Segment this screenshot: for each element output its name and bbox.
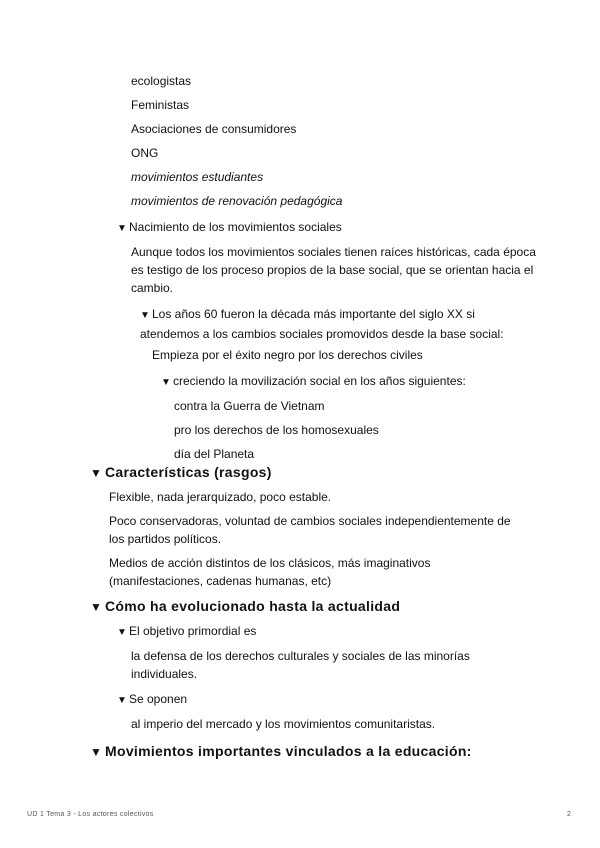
objetivo-text: la defensa de los derechos culturales y sociales de las minorías individuales. <box>131 649 470 681</box>
outline-creciendo[interactable] <box>161 372 466 392</box>
outline-anos60[interactable] <box>140 305 515 343</box>
footer-title: UD 1 Tema 3 - Los actores colectivos <box>27 811 154 818</box>
triangle-down-icon[interactable]: ▼ <box>140 310 150 321</box>
triangle-down-icon[interactable]: ▼ <box>90 600 103 614</box>
list-item: contra la Guerra de Vietnam <box>174 399 325 413</box>
caracteristicas-p2: Poco conservadoras, voluntad de cambios sociales independientemente de los partidos políticos. <box>109 514 511 546</box>
list-item-asociaciones: Asociaciones de consumidores <box>131 122 297 136</box>
empieza-text: Empieza por el éxito negro por los derechos civiles <box>152 348 423 362</box>
list-item-renovacion: movimientos de renovación pedagógica <box>131 194 343 208</box>
caracteristicas-p3: Medios de acción distintos de los clásicos, más imaginativos (manifestaciones, cadenas humanas, etc) <box>109 556 431 588</box>
outline-anos60-label: Los años 60 fueron la década más importante del siglo XX si atendemos a los cambios sociales promovidos desde la base social: <box>140 307 504 341</box>
outline-oponen-label: Se oponen <box>129 692 188 706</box>
caracteristicas-p1: Flexible, nada jerarquizado, poco estable. <box>109 490 332 504</box>
outline-caracteristicas-label: Características (rasgos) <box>105 464 272 480</box>
triangle-down-icon[interactable]: ▼ <box>90 745 103 759</box>
list-item: día del Planeta <box>174 447 255 461</box>
triangle-down-icon[interactable]: ▼ <box>90 466 103 480</box>
outline-nacimiento-label: Nacimiento de los movimientos sociales <box>129 220 342 234</box>
outline-oponen[interactable] <box>117 690 187 710</box>
outline-creciendo-label: creciendo la movilización social en los años siguientes: <box>173 374 466 388</box>
outline-evolucion[interactable] <box>90 597 400 616</box>
nacimiento-paragraph: Aunque todos los movimientos sociales tienen raíces históricas, cada época es testigo de los proceso propios de la base social, que se orientan hacia el cambio. <box>131 245 536 295</box>
list-item-estudiantes: movimientos estudiantes <box>131 170 264 184</box>
outline-evolucion-label: Cómo ha evolucionado hasta la actualidad <box>105 598 401 614</box>
outline-caracteristicas[interactable] <box>90 463 272 482</box>
page-number: 2 <box>567 811 572 818</box>
list-item-ecologistas: ecologistas <box>131 74 192 88</box>
triangle-down-icon[interactable]: ▼ <box>117 627 127 638</box>
triangle-down-icon[interactable]: ▼ <box>117 223 127 234</box>
outline-educacion[interactable] <box>90 742 472 761</box>
outline-objetivo-label: El objetivo primordial es <box>129 624 257 638</box>
list-item-feministas: Feministas <box>131 98 190 112</box>
oponen-text: al imperio del mercado y los movimientos comunitaristas. <box>131 717 436 731</box>
triangle-down-icon[interactable]: ▼ <box>161 377 171 388</box>
outline-educacion-label: Movimientos importantes vinculados a la educación: <box>105 743 472 759</box>
list-item-ong: ONG <box>131 146 159 160</box>
list-item: pro los derechos de los homosexuales <box>174 423 379 437</box>
outline-nacimiento[interactable] <box>117 218 342 238</box>
outline-objetivo[interactable] <box>117 622 256 642</box>
triangle-down-icon[interactable]: ▼ <box>117 695 127 706</box>
